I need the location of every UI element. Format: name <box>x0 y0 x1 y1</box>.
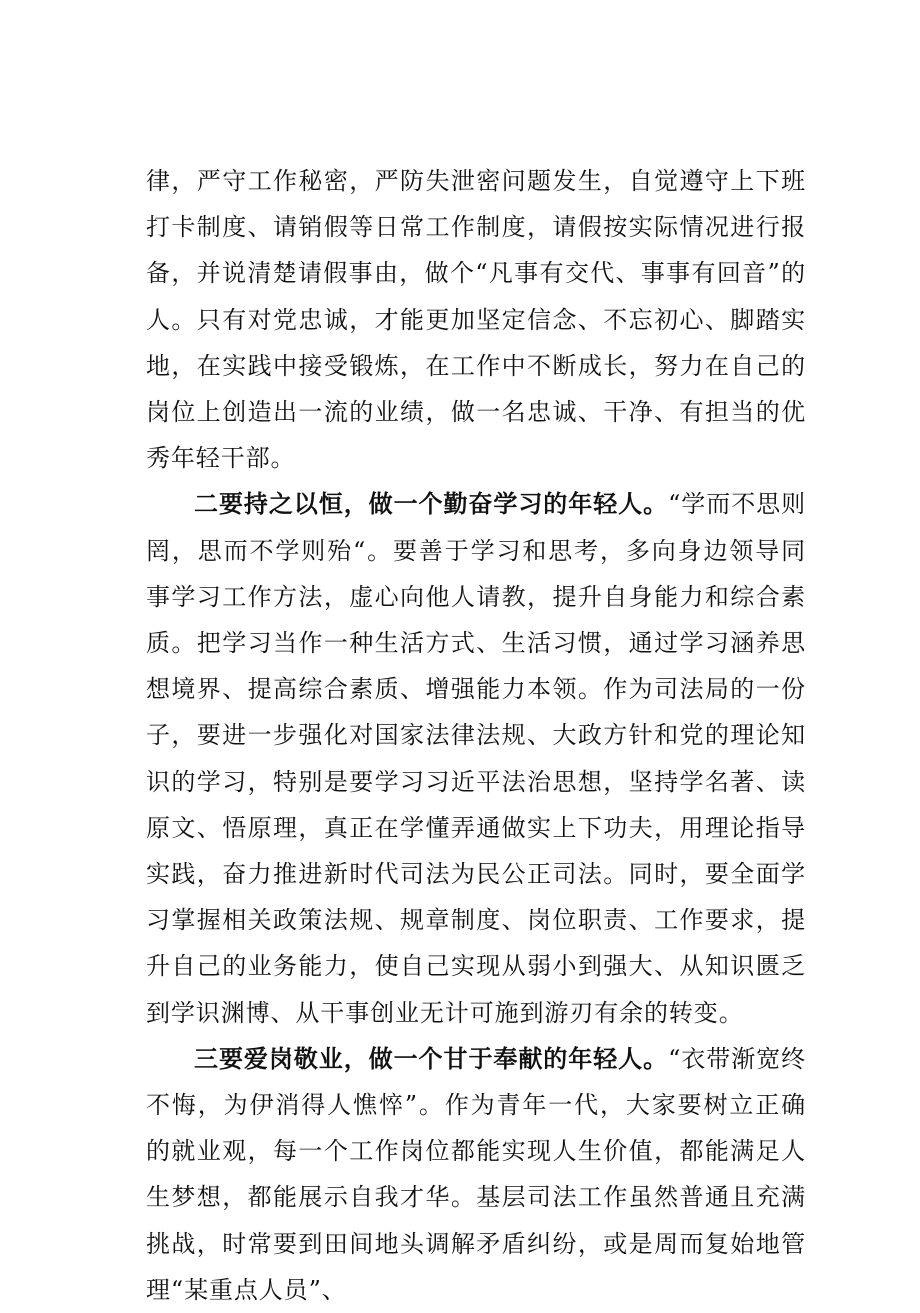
document-body <box>146 158 806 1313</box>
paragraph-text: “衣带渐宽终不悔，为伊消得人憔悴”。作为青年一代，大家要树立正确的就业观，每一个工作岗位都能实现人生价值，都能满足人生梦想，都能展示自我才华。基层司法工作虽然普通且充满挑战，时常要到田间地头调解矛盾纠纷，或是周而复始地管理“某重点人员”、 <box>146 1044 807 1304</box>
paragraph-heading: 三要爱岗敬业，做一个甘于奉献的年轻人。 <box>194 1044 669 1073</box>
paragraph-text: “学而不思则罔，思而不学则殆“。要善于学习和思考，多向身边领导同事学习工作方法，虚心向他人请教，提升自身能力和综合素质。把学习当作一种生活方式、生活习惯，通过学习涵养思想境界、提高综合素质、增强能力本领。作为司法局的一份子，要进一步强化对国家法律法规、大政方针和党的理论知识的学习，特别是要学习习近平法治思想，坚持学名著、读原文、悟原理，真正在学懂弄通做实上下功夫，用理论指导实践，奋力推进新时代司法为民公正司法。同时，要全面学习掌握相关政策法规、规章制度、岗位职责、工作要求，提升自己的业务能力，使自己实现从弱小到强大、从知识匮乏到学识渊博、从干事创业无计可施到游刃有余的转变。 <box>146 490 807 1027</box>
paragraph-text: 律，严守工作秘密，严防失泄密问题发生，自觉遵守上下班打卡制度、请销假等日常工作制度，请假按实际情况进行报备，并说清楚请假事由，做个“凡事有交代、事事有回音”的人。只有对党忠诚，才能更加坚定信念、不忘初心、脚踏实地，在实践中接受锻炼，在工作中不断成长，努力在自己的岗位上创造出一流的业绩，做一名忠诚、干净、有担当的优秀年轻干部。 <box>146 167 806 473</box>
paragraph-dedication <box>146 1036 806 1313</box>
paragraph-study <box>146 481 806 1035</box>
paragraph-continuation <box>146 158 806 481</box>
paragraph-heading: 二要持之以恒，做一个勤奋学习的年轻人。 <box>194 490 669 519</box>
